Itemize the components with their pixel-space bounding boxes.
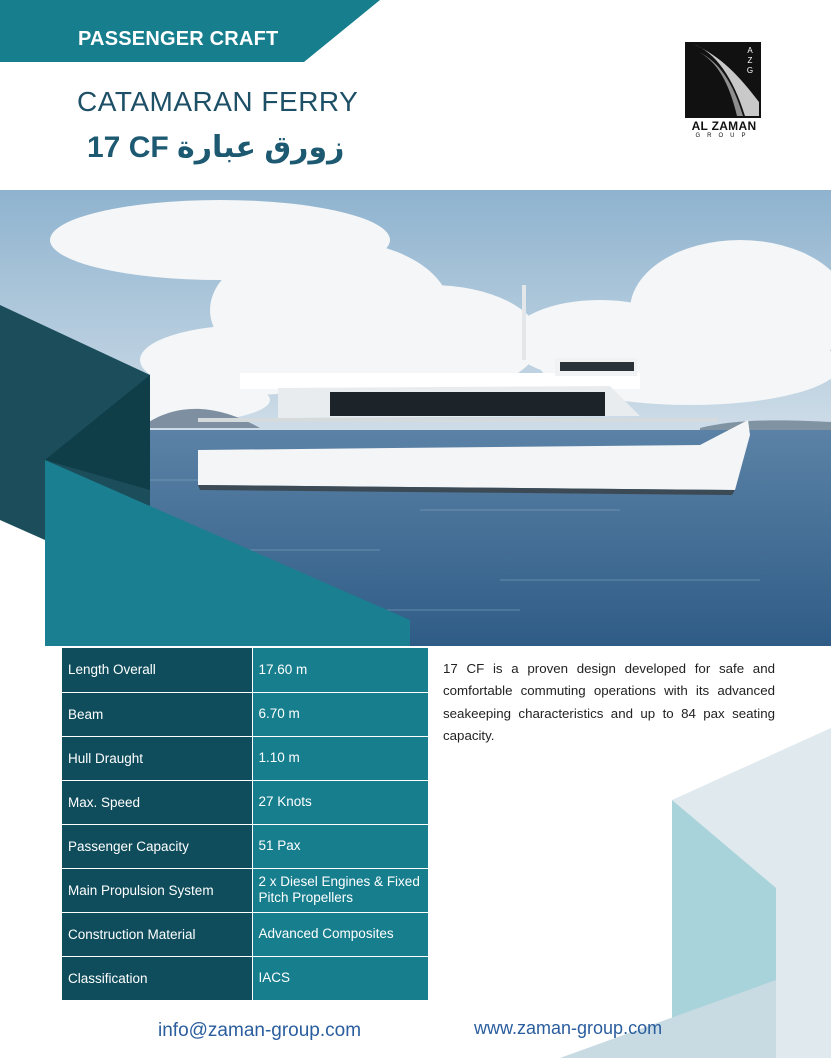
spec-row [62, 736, 428, 780]
spec-value: 2 x Diesel Engines & Fixed Pitch Propellers [252, 868, 428, 912]
website-link[interactable]: www.zaman-group.com [474, 1018, 663, 1038]
logo-badge [685, 42, 761, 118]
spec-label: Main Propulsion System [62, 868, 252, 912]
spec-row [62, 648, 428, 692]
company-logo [685, 42, 763, 142]
hero-photo [0, 190, 831, 646]
spec-row [62, 912, 428, 956]
contact-email-link[interactable]: info@zaman-group.com [158, 1020, 362, 1041]
spec-value: IACS [252, 956, 428, 1000]
spec-row [62, 692, 428, 736]
spec-row [62, 868, 428, 912]
spec-value: Advanced Composites [252, 912, 428, 956]
spec-row [62, 956, 428, 1000]
spec-row [62, 780, 428, 824]
spec-label: Length Overall [62, 648, 252, 692]
spec-label: Hull Draught [62, 736, 252, 780]
spec-label: Construction Material [62, 912, 252, 956]
model-subtitle: 17 CF زورق عبارة [87, 131, 345, 164]
logo-letters [745, 46, 755, 76]
logo-letters-text: A Z G [746, 46, 754, 75]
logo-tagline: GROUP [695, 133, 753, 139]
spec-label: Beam [62, 692, 252, 736]
spec-value: 51 Pax [252, 824, 428, 868]
spec-label: Classification [62, 956, 252, 1000]
ferry-photo-illustration [0, 190, 831, 646]
spec-value: 27 Knots [252, 780, 428, 824]
category-label: PASSENGER CRAFT [78, 28, 279, 50]
logo-name: AL ZAMAN [691, 119, 757, 133]
product-description: 17 CF is a proven design developed for safe and comfortable commuting operations with its advanced seakeeping characteristics and up to 84 pax seating capacity. [443, 661, 775, 743]
spec-value: 6.70 m [252, 692, 428, 736]
spec-value: 1.10 m [252, 736, 428, 780]
spec-label: Max. Speed [62, 780, 252, 824]
spec-row [62, 824, 428, 868]
spec-value: 17.60 m [252, 648, 428, 692]
specifications-table [62, 648, 428, 1001]
page-title: CATAMARAN FERRY [77, 86, 359, 117]
spec-label: Passenger Capacity [62, 824, 252, 868]
